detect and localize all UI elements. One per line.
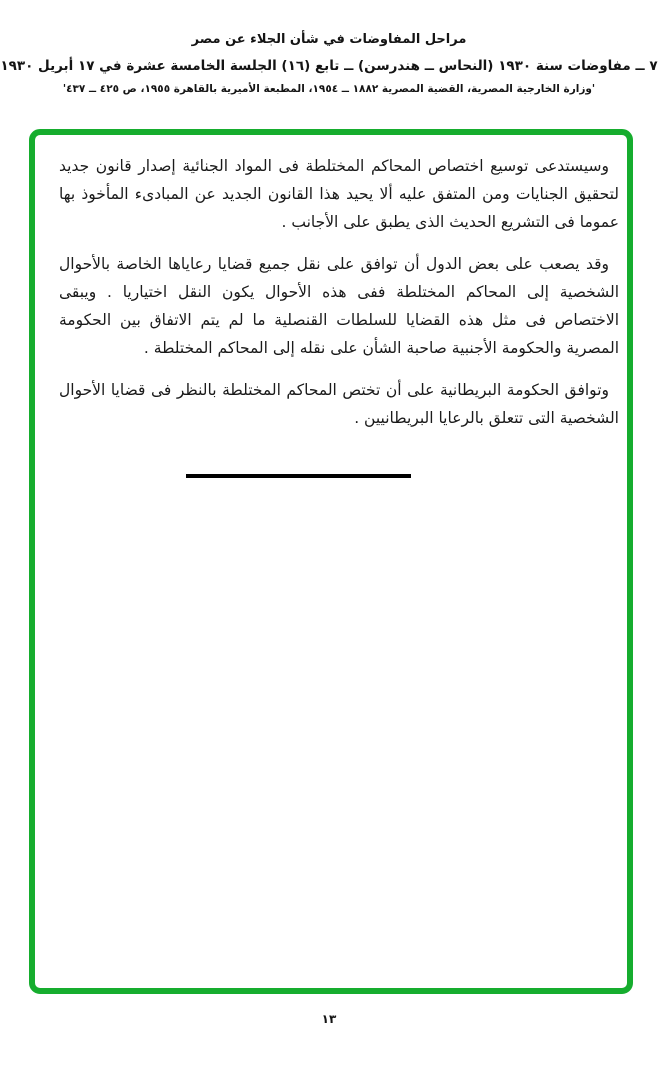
section-heading: ٧ ــ مفاوضات سنة ١٩٣٠ (النحاس ــ هندرسن) ــ تابع (١٦) الجلسة الخامسة عشرة في ١٧ أبريل ١٩٣٠	[0, 58, 658, 74]
page-title: مراحل المفاوضات في شأن الجلاء عن مصر	[191, 32, 467, 47]
section-divider	[186, 474, 411, 478]
source-citation: 'وزارة الخارجية المصرية، القضية المصرية ١٨٨٢ ــ ١٩٥٤، المطبعة الأميرية بالقاهرة ١٩٥٥، ص ٤٢٥ ــ ٤٣٧'	[62, 83, 596, 95]
document-header	[0, 30, 658, 97]
page-number: ١٣	[321, 1012, 337, 1026]
body-paragraph-1: وسيستدعى توسيع اختصاص المحاكم المختلطة فى المواد الجنائية إصدار قانون جديد لتحقيق الجنايات ومن المتفق عليه ألا يحيد هذا القانون الجديد عن المبادىء المأخوذ بها عموما فى التشريع الحديث الذى يطبق على الأجانب .	[59, 157, 619, 231]
document-body	[35, 135, 627, 478]
body-paragraph-3: وتوافق الحكومة البريطانية على أن تختص المحاكم المختلطة بالنظر فى قضايا الأحوال الشخصية التى تتعلق بالرعايا البريطانيين .	[59, 381, 619, 427]
green-frame-box	[29, 129, 633, 994]
body-paragraph-2: وقد يصعب على بعض الدول أن توافق على نقل جميع قضايا رعاياها الخاصة بالأحوال الشخصية إلى المحاكم المختلطة ففى هذه الأحوال يكون النقل اختياريا . ويبقى الاختصاص فى مثل هذه القضايا للسلطات القنصلية ما لم يتم الاتفاق بين الحكومة المصرية والحكومة الأجنبية صاحبة الشأن على نقله إلى المحاكم المختلطة .	[59, 255, 619, 357]
